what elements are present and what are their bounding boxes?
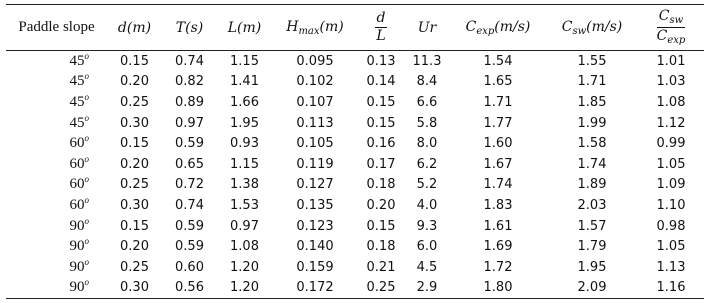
- cell-l: 1.20: [230, 259, 259, 275]
- slope-value: 45: [69, 114, 85, 131]
- cell-ratio: 1.08: [656, 94, 686, 110]
- cell-csw: 1.55: [577, 53, 607, 69]
- cell-dl: 0.18: [366, 177, 396, 193]
- table-row: [6, 257, 704, 278]
- slope-value: 45: [69, 73, 85, 90]
- cell-hmax: 0.105: [296, 136, 334, 152]
- degree-symbol: o: [84, 153, 89, 164]
- cell-csw: 1.57: [577, 218, 607, 234]
- slope-value: 90: [69, 279, 85, 296]
- cell-t: 0.65: [175, 156, 204, 172]
- cell-dl: 0.14: [366, 74, 396, 90]
- degree-symbol: o: [84, 71, 89, 82]
- cell-cexp: 1.54: [483, 53, 513, 69]
- cell-t: 0.59: [175, 136, 204, 152]
- cell-d: 0.15: [120, 53, 149, 69]
- cell-dl: 0.17: [366, 156, 396, 172]
- cell-paddle-slope: [6, 154, 107, 175]
- cell-hmax: 0.095: [296, 53, 334, 69]
- cell-d: 0.25: [120, 259, 149, 275]
- cell-t: 0.74: [175, 53, 204, 69]
- table-row: [6, 113, 704, 134]
- header-paddle-slope: Paddle slope: [18, 19, 95, 35]
- cell-csw: 1.58: [577, 136, 607, 152]
- cell-csw: 1.71: [577, 74, 607, 90]
- cell-l: 1.95: [230, 115, 259, 131]
- table-row: [6, 195, 704, 216]
- cell-paddle-slope: [6, 113, 107, 134]
- cell-ur: 4.5: [416, 259, 438, 275]
- cell-d: 0.20: [120, 74, 149, 90]
- cell-csw: 1.99: [577, 115, 607, 131]
- cell-ratio: 1.05: [656, 156, 686, 172]
- slope-value: 90: [69, 238, 85, 255]
- cell-paddle-slope: [6, 195, 107, 216]
- cell-ur: 8.4: [416, 74, 438, 90]
- cell-paddle-slope: [6, 175, 107, 196]
- table-row: [6, 51, 704, 72]
- header-row: [6, 5, 704, 51]
- cell-paddle-slope: [6, 51, 107, 72]
- results-table-container: [6, 4, 704, 299]
- cell-csw: 1.74: [577, 156, 607, 172]
- cell-cexp: 1.69: [483, 239, 513, 255]
- cell-ur: 6.0: [416, 239, 438, 255]
- cell-ratio: 0.98: [656, 218, 686, 234]
- header-C-sw: $C_{sw}(m/s)$: [561, 18, 623, 37]
- cell-dl: 0.21: [366, 259, 396, 275]
- cell-ur: 4.0: [416, 197, 438, 213]
- cell-l: 1.41: [230, 74, 259, 90]
- cell-ratio: 1.16: [656, 280, 686, 296]
- cell-csw: 1.85: [577, 94, 607, 110]
- cell-dl: 0.15: [366, 94, 396, 110]
- cell-csw: 2.03: [577, 197, 607, 213]
- slope-value: 60: [69, 155, 85, 172]
- cell-hmax: 0.107: [296, 94, 334, 110]
- cell-d: 0.15: [120, 218, 149, 234]
- cell-cexp: 1.67: [483, 156, 513, 172]
- cell-ratio: 0.99: [656, 136, 686, 152]
- cell-t: 0.59: [175, 218, 204, 234]
- cell-ratio: 1.01: [656, 53, 686, 69]
- degree-symbol: o: [84, 91, 89, 102]
- cell-l: 1.20: [230, 280, 259, 296]
- degree-symbol: o: [84, 236, 89, 247]
- cell-t: 0.97: [175, 115, 204, 131]
- cell-ratio: 1.03: [656, 74, 686, 90]
- cell-dl: 0.16: [366, 136, 396, 152]
- degree-symbol: o: [84, 215, 89, 226]
- header-L: L(m): [227, 19, 262, 36]
- degree-symbol: o: [84, 133, 89, 144]
- table-row: [6, 92, 704, 113]
- cell-ratio: 1.05: [656, 239, 686, 255]
- table-body: [6, 51, 704, 299]
- cell-ratio: 1.09: [656, 177, 686, 193]
- table-row: [6, 236, 704, 257]
- cell-ur: 11.3: [412, 53, 442, 69]
- cell-l: 1.38: [230, 177, 259, 193]
- cell-dl: 0.25: [366, 280, 396, 296]
- cell-dl: 0.13: [366, 53, 396, 69]
- cell-d: 0.30: [120, 197, 149, 213]
- cell-hmax: 0.172: [296, 280, 334, 296]
- header-C-ratio: $\frac{C_{sw}}{C_{exp}}$: [656, 7, 686, 46]
- cell-ratio: 1.10: [656, 197, 686, 213]
- table-row: [6, 175, 704, 196]
- cell-d: 0.20: [120, 156, 149, 172]
- header-H-max: $H_{max}(m)$: [286, 18, 344, 37]
- table-row: [6, 216, 704, 237]
- cell-hmax: 0.119: [296, 156, 334, 172]
- cell-t: 0.72: [175, 177, 204, 193]
- degree-symbol: o: [84, 112, 89, 123]
- cell-cexp: 1.61: [483, 218, 513, 234]
- cell-l: 1.53: [230, 197, 259, 213]
- cell-d: 0.15: [120, 136, 149, 152]
- cell-t: 0.82: [175, 74, 204, 90]
- degree-symbol: o: [84, 174, 89, 185]
- cell-cexp: 1.72: [483, 259, 513, 275]
- cell-d: 0.25: [120, 177, 149, 193]
- cell-csw: 1.89: [577, 177, 607, 193]
- slope-value: 60: [69, 176, 85, 193]
- cell-csw: 2.09: [577, 280, 607, 296]
- cell-hmax: 0.140: [296, 239, 334, 255]
- slope-value: 45: [69, 93, 85, 110]
- cell-d: 0.30: [120, 280, 149, 296]
- cell-paddle-slope: [6, 278, 107, 299]
- header-d-over-L: $\frac{d}{L}$: [376, 10, 386, 44]
- cell-l: 0.93: [230, 136, 259, 152]
- cell-hmax: 0.113: [296, 115, 334, 131]
- cell-cexp: 1.83: [483, 197, 513, 213]
- cell-t: 0.59: [175, 239, 204, 255]
- cell-ur: 6.2: [416, 156, 438, 172]
- table-row: [6, 278, 704, 299]
- cell-d: 0.25: [120, 94, 149, 110]
- header-Ur: Ur: [417, 19, 437, 36]
- cell-cexp: 1.60: [483, 136, 513, 152]
- header-C-exp: $C_{exp}(m/s)$: [465, 18, 531, 37]
- cell-l: 0.97: [230, 218, 259, 234]
- cell-paddle-slope: [6, 216, 107, 237]
- cell-paddle-slope: [6, 92, 107, 113]
- cell-cexp: 1.77: [483, 115, 513, 131]
- cell-t: 0.56: [175, 280, 204, 296]
- slope-value: 60: [69, 196, 85, 213]
- cell-paddle-slope: [6, 257, 107, 278]
- results-table: [6, 4, 704, 299]
- cell-cexp: 1.74: [483, 177, 513, 193]
- table-row: [6, 72, 704, 93]
- cell-hmax: 0.159: [296, 259, 334, 275]
- cell-hmax: 0.127: [296, 177, 334, 193]
- cell-cexp: 1.65: [483, 74, 513, 90]
- cell-ur: 2.9: [416, 280, 438, 296]
- cell-csw: 1.79: [577, 239, 607, 255]
- slope-value: 60: [69, 135, 85, 152]
- cell-l: 1.66: [230, 94, 259, 110]
- cell-paddle-slope: [6, 72, 107, 93]
- cell-dl: 0.20: [366, 197, 396, 213]
- cell-t: 0.60: [175, 259, 204, 275]
- cell-paddle-slope: [6, 236, 107, 257]
- cell-d: 0.20: [120, 239, 149, 255]
- cell-dl: 0.15: [366, 115, 396, 131]
- cell-t: 0.89: [175, 94, 204, 110]
- cell-l: 1.08: [230, 239, 259, 255]
- cell-dl: 0.18: [366, 239, 396, 255]
- cell-dl: 0.15: [366, 218, 396, 234]
- cell-hmax: 0.123: [296, 218, 334, 234]
- cell-t: 0.74: [175, 197, 204, 213]
- table-row: [6, 133, 704, 154]
- cell-ur: 8.0: [416, 136, 438, 152]
- cell-hmax: 0.135: [296, 197, 334, 213]
- cell-ur: 9.3: [416, 218, 438, 234]
- table-row: [6, 154, 704, 175]
- cell-paddle-slope: [6, 133, 107, 154]
- header-d: d(m): [117, 19, 152, 36]
- cell-ur: 5.8: [416, 115, 438, 131]
- cell-ratio: 1.12: [656, 115, 686, 131]
- degree-symbol: o: [84, 50, 89, 61]
- cell-d: 0.30: [120, 115, 149, 131]
- slope-value: 90: [69, 258, 85, 275]
- cell-hmax: 0.102: [296, 74, 334, 90]
- cell-ur: 5.2: [416, 177, 438, 193]
- degree-symbol: o: [84, 194, 89, 205]
- cell-csw: 1.95: [577, 259, 607, 275]
- cell-l: 1.15: [230, 156, 259, 172]
- degree-symbol: o: [84, 256, 89, 267]
- slope-value: 90: [69, 217, 85, 234]
- header-T: T(s): [175, 19, 204, 36]
- slope-value: 45: [69, 52, 85, 69]
- cell-cexp: 1.80: [483, 280, 513, 296]
- cell-l: 1.15: [230, 53, 259, 69]
- cell-cexp: 1.71: [483, 94, 513, 110]
- cell-ur: 6.6: [416, 94, 438, 110]
- cell-ratio: 1.13: [656, 259, 686, 275]
- degree-symbol: o: [84, 277, 89, 288]
